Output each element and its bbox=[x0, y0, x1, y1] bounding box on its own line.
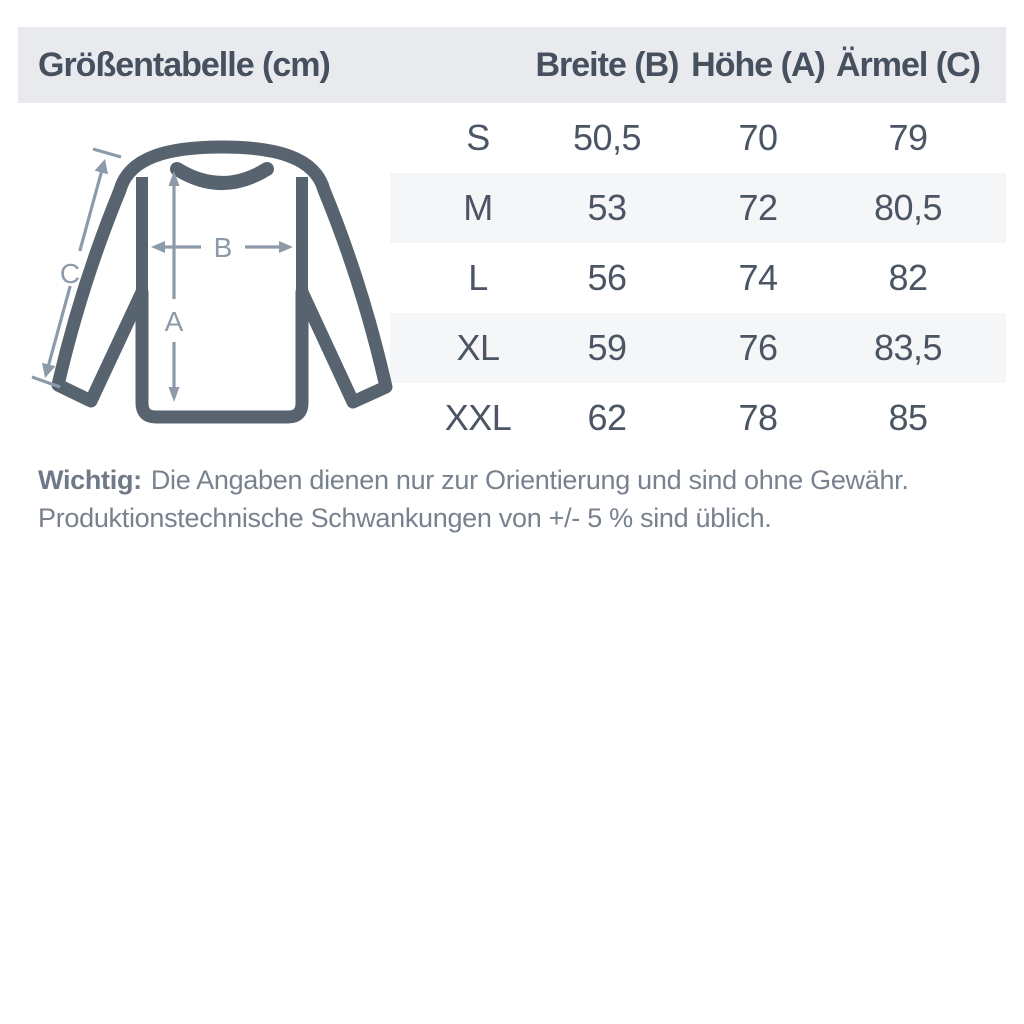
label-b: B bbox=[213, 232, 233, 263]
arrow-c-tick bbox=[93, 149, 121, 157]
hoehe-cell: 72 bbox=[738, 187, 778, 228]
table-row bbox=[390, 103, 1006, 173]
sweater-outline-icon bbox=[58, 147, 386, 417]
breite-cell: 53 bbox=[587, 187, 627, 228]
arrowhead-c-up bbox=[95, 159, 108, 174]
aermel-cell: 85 bbox=[888, 397, 928, 438]
table-header-bar bbox=[18, 27, 1006, 103]
table-row bbox=[390, 243, 1006, 313]
column-header-aermel: Ärmel (C) bbox=[835, 46, 981, 84]
aermel-cell: 80,5 bbox=[873, 187, 943, 228]
size-cell: XXL bbox=[444, 397, 512, 438]
breite-cell: 56 bbox=[587, 257, 627, 298]
disclaimer-note bbox=[38, 461, 998, 537]
column-header-hoehe: Höhe (A) bbox=[691, 46, 825, 84]
aermel-cell: 79 bbox=[888, 117, 928, 158]
label-a: A bbox=[164, 306, 184, 337]
aermel-cell: 83,5 bbox=[873, 327, 943, 368]
note-text-1: Die Angaben dienen nur zur Orientierung und sind ohne Gewähr. bbox=[150, 465, 909, 495]
size-cell: S bbox=[466, 117, 490, 158]
column-header-breite: Breite (B) bbox=[535, 46, 679, 84]
size-table bbox=[390, 103, 1006, 453]
arrowhead-c-down bbox=[42, 363, 55, 378]
size-cell: XL bbox=[456, 327, 500, 368]
hoehe-cell: 76 bbox=[738, 327, 778, 368]
aermel-cell: 82 bbox=[888, 257, 928, 298]
size-cell: L bbox=[468, 257, 488, 298]
table-row bbox=[390, 383, 1006, 453]
table-row bbox=[390, 173, 1006, 243]
sweater-diagram-icon bbox=[25, 135, 405, 435]
hoehe-cell: 74 bbox=[738, 257, 778, 298]
label-c: C bbox=[59, 258, 81, 289]
breite-cell: 59 bbox=[587, 327, 627, 368]
breite-cell: 62 bbox=[587, 397, 627, 438]
hoehe-cell: 70 bbox=[738, 117, 778, 158]
hoehe-cell: 78 bbox=[738, 397, 778, 438]
note-important-label: Wichtig: bbox=[38, 465, 142, 495]
page-title: Größentabelle (cm) bbox=[38, 46, 330, 84]
note-line-1 bbox=[38, 461, 998, 499]
breite-cell: 50,5 bbox=[572, 117, 642, 158]
table-row bbox=[390, 313, 1006, 383]
size-cell: M bbox=[463, 187, 493, 228]
note-line-2: Produktionstechnische Schwankungen von +/- 5 % sind üblich. bbox=[38, 503, 772, 533]
